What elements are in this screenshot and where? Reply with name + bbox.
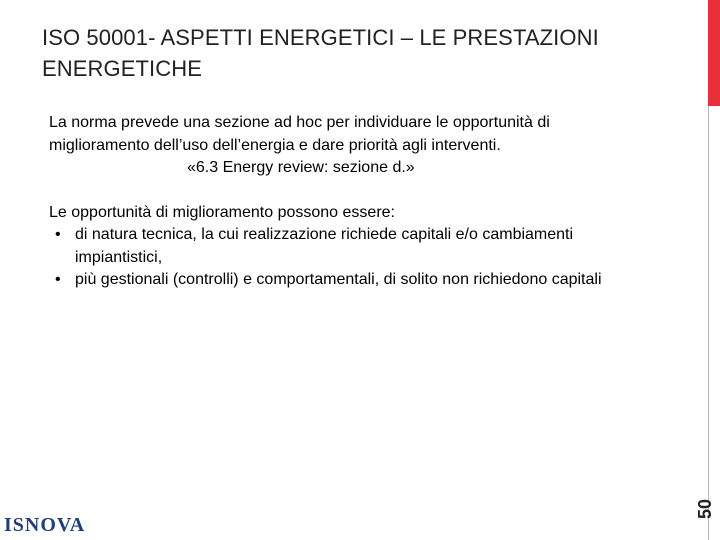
opportunity-list bbox=[49, 224, 649, 292]
slide-body bbox=[49, 112, 649, 292]
intro-paragraph: La norma prevede una sezione ad hoc per individuare le opportunità di miglioramento dell’uso dell’energia e dare priorità agli interventi. bbox=[49, 114, 550, 154]
accent-bar bbox=[708, 0, 720, 106]
page-number: 50 bbox=[695, 498, 715, 520]
energy-review-reference: «6.3 Energy review: sezione d.» bbox=[187, 159, 415, 176]
paragraph-spacer bbox=[49, 180, 649, 202]
lead-paragraph: Le opportunità di miglioramento possono essere: bbox=[49, 203, 395, 221]
list-item bbox=[49, 224, 649, 269]
list-item-text: di natura tecnica, la cui realizzazione richiede capitali e/o cambiamenti impiantistici, bbox=[75, 226, 574, 266]
slide-title: ISO 50001- ASPETTI ENERGETICI – LE PRESTAZIONI ENERGETICHE bbox=[42, 25, 599, 81]
side-rule bbox=[708, 106, 720, 540]
isnova-logo: ISNOVA bbox=[4, 514, 86, 536]
list-item bbox=[49, 269, 649, 292]
bullet-icon: • bbox=[55, 271, 61, 288]
list-item-text: più gestionali (controlli) e comportamentali, di solito non richiedono capitali bbox=[75, 271, 602, 288]
bullet-icon: • bbox=[55, 226, 61, 243]
